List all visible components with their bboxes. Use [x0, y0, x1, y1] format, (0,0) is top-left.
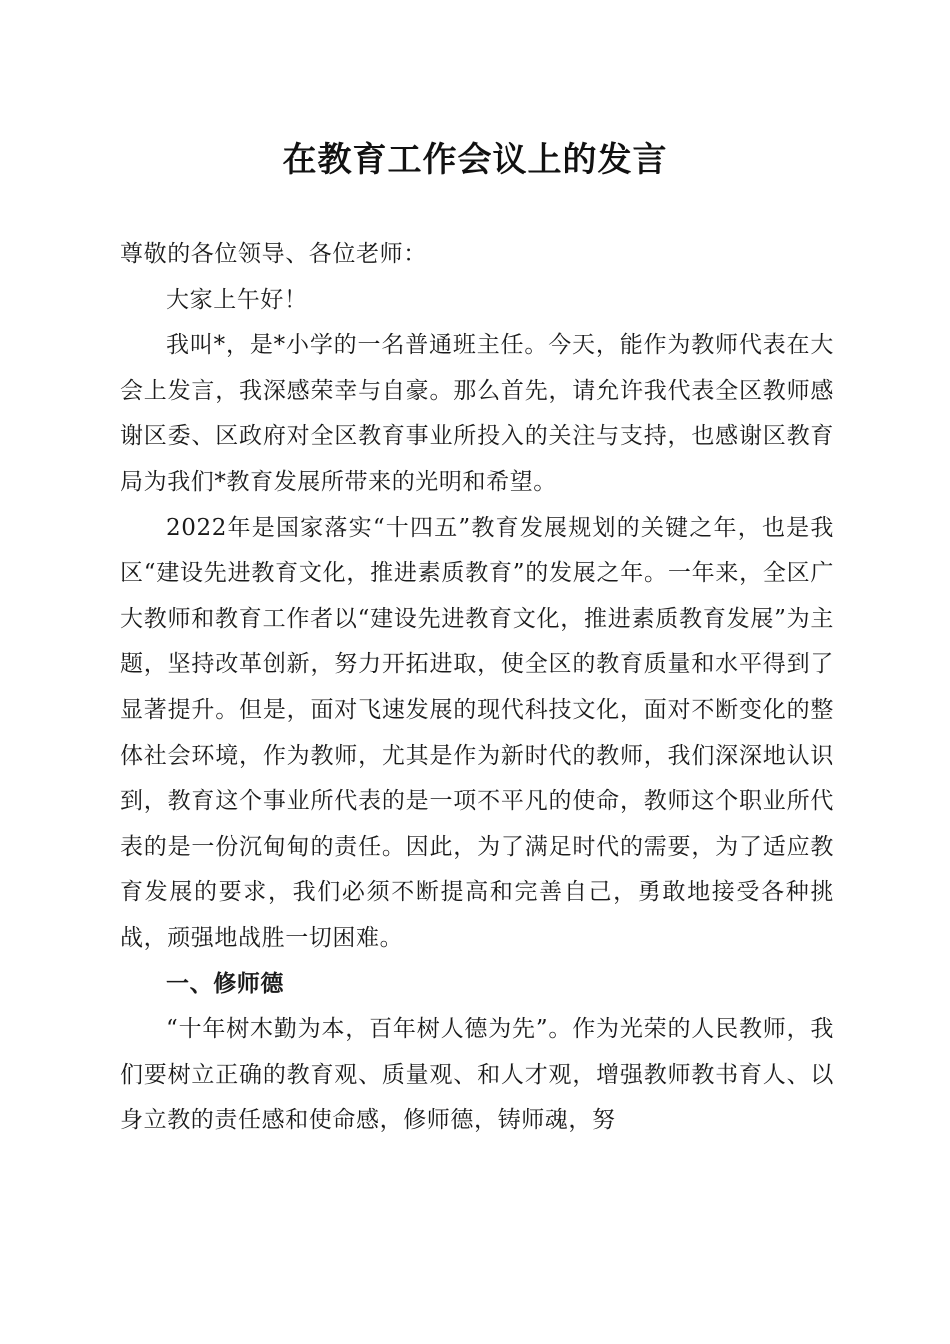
- document-body: [120, 232, 834, 1144]
- section-heading: 一、修师德: [166, 970, 284, 997]
- paragraph-background: 2022年是国家落实“十四五”教育发展规划的关键之年，也是我区“建设先进教育文化，推进素质教育”的发展之年。一年来，全区广大教师和教育工作者以“建设先进教育文化，推进素质教育发展”为主题，坚持改革创新，努力开拓进取，使全区的教育质量和水平得到了显著提升。但是，面对飞速发展的现代科技文化，面对不断变化的整体社会环境，作为教师，尤其是作为新时代的教师，我们深深地认识到，教育这个事业所代表的是一项不平凡的使命，教师这个职业所代表的是一份沉甸甸的责任。因此，为了满足时代的需要，为了适应教育发展的要求，我们必须不断提高和完善自己，勇敢地接受各种挑战，顽强地战胜一切困难。: [120, 514, 834, 951]
- paragraph-intro: 我叫*，是*小学的一名普通班主任。今天，能作为教师代表在大会上发言，我深感荣幸与自豪。那么首先，请允许我代表全区教师感谢区委、区政府对全区教育事业所投入的关注与支持，也感谢区教育局为我们*教育发展所带来的光明和希望。: [120, 332, 834, 495]
- greeting: 大家上午好！: [166, 286, 308, 313]
- document-title: 在教育工作会议上的发言: [282, 140, 668, 180]
- section-paragraph: “十年树木勤为本，百年树人德为先”。作为光荣的人民教师，我们要树立正确的教育观、质量观、和人才观，增强教师教书育人、以身立教的责任感和使命感，修师德，铸师魂，努: [120, 1016, 834, 1134]
- salutation: 尊敬的各位领导、各位老师：: [120, 241, 427, 267]
